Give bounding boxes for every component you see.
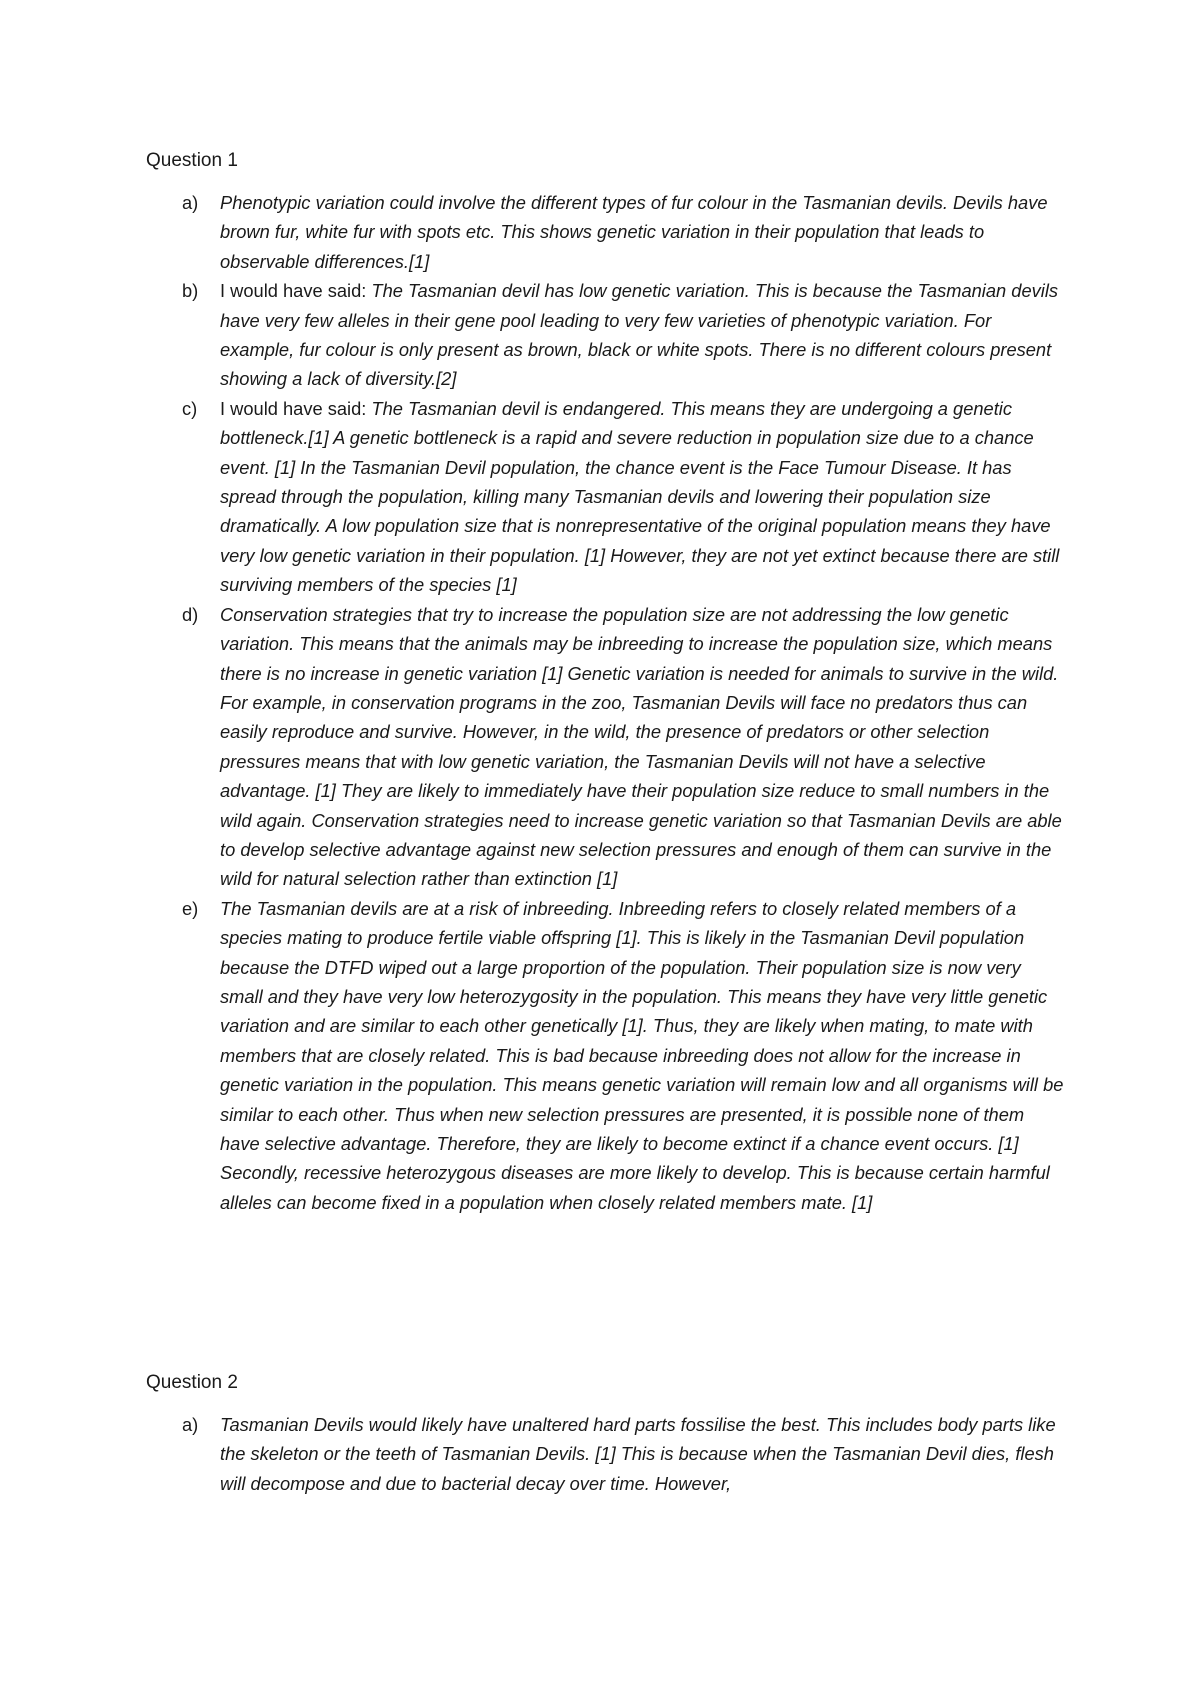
question-heading: Question 1 [146, 150, 238, 171]
answer-item-a [146, 188, 1066, 276]
answer-item-b [146, 276, 1066, 394]
answer-list [146, 1410, 1066, 1498]
answer-body: The Tasmanian devils are at a risk of inbreeding. Inbreeding refers to closely related members of a species mating to produce fertile viable offspring [1]. This is likely in the Tasmanian Devil population because the DTFD wiped out a large proportion of the population. Their population size is now very small and they have very low heterozygosity in the population. This means they have very little genetic variation and are similar to each other genetically [1]. Thus, they are likely when mating, to mate with members that are closely related. This is bad because inbreeding does not allow for the increase in genetic variation in the population. This means genetic variation will remain low and all organisms will be similar to each other. Thus when new selection pressures are presented, it is possible none of them have selective advantage. Therefore, they are likely to become extinct if a chance event occurs. [1] Secondly, recessive heterozygous diseases are more likely to develop. This is because certain harmful alleles can become fixed in a population when closely related members mate. [1] [220, 897, 1064, 1213]
question-2 [146, 1371, 1066, 1498]
question-1 [146, 149, 1066, 1217]
answer-body: Phenotypic variation could involve the different types of fur colour in the Tasmanian devils. Devils have brown fur, white fur with spots etc. This shows genetic variation in their population that leads to observable differences.[1] [220, 192, 1048, 272]
answer-body: Tasmanian Devils would likely have unaltered hard parts fossilise the best. This includes body parts like the skeleton or the teeth of Tasmanian Devils. [1] This is because when the Tasmanian Devil dies, flesh will decompose and due to bacterial decay over time. However, [220, 1414, 1056, 1494]
answer-text [220, 600, 1066, 894]
answer-letter: d) [182, 603, 199, 625]
answer-letter: b) [182, 280, 199, 302]
answer-letter: a) [182, 192, 199, 213]
answer-prefix: I would have said: [220, 397, 372, 419]
answer-text [220, 1410, 1066, 1498]
answer-item-c [146, 394, 1066, 600]
answer-body: The Tasmanian devil is endangered. This means they are undergoing a genetic bottleneck.[1] A genetic bottleneck is a rapid and severe reduction in population size due to a chance event. [1] In the Tasmanian Devil population, the chance event is the Face Tumour Disease. It has spread through the population, killing many Tasmanian devils and lowering their population size dramatically. A low population size that is nonrepresentative of the original population means they have very low genetic variation in their population. [1] However, they are not yet extinct because there are still surviving members of the species [1] [220, 397, 1060, 596]
answer-text [220, 394, 1066, 600]
answer-letter: c) [182, 397, 198, 419]
answer-list [146, 188, 1066, 1217]
answer-prefix: I would have said: [220, 280, 372, 302]
answer-text [220, 894, 1066, 1217]
question-heading: Question 2 [146, 1372, 238, 1393]
answer-item-d [146, 600, 1066, 894]
answer-letter: e) [182, 897, 199, 919]
answer-text [220, 276, 1066, 394]
answer-text [220, 188, 1066, 276]
answer-body: Conservation strategies that try to increase the population size are not addressing the low genetic variation. This means that the animals may be inbreeding to increase the population size, which means there is no increase in genetic variation [1] Genetic variation is needed for animals to survive in the wild. For example, in conservation programs in the zoo, Tasmanian Devils will face no predators thus can easily reproduce and survive. However, in the wild, the presence of predators or other selection pressures means that with low genetic variation, the Tasmanian Devils will not have a selective advantage. [1] They are likely to immediately have their population size reduce to small numbers in the wild again. Conservation strategies need to increase genetic variation so that Tasmanian Devils are able to develop selective advantage against new selection pressures and enough of them can survive in the wild for natural selection rather than extinction [1] [220, 603, 1062, 890]
answer-body: The Tasmanian devil has low genetic variation. This is because the Tasmanian devils have very few alleles in their gene pool leading to very few varieties of phenotypic variation. For example, fur colour is only present as brown, black or white spots. There is no different colours present showing a lack of diversity.[2] [220, 280, 1059, 390]
answer-item-e [146, 894, 1066, 1217]
answer-letter: a) [182, 1414, 199, 1435]
answer-item-a [146, 1410, 1066, 1498]
